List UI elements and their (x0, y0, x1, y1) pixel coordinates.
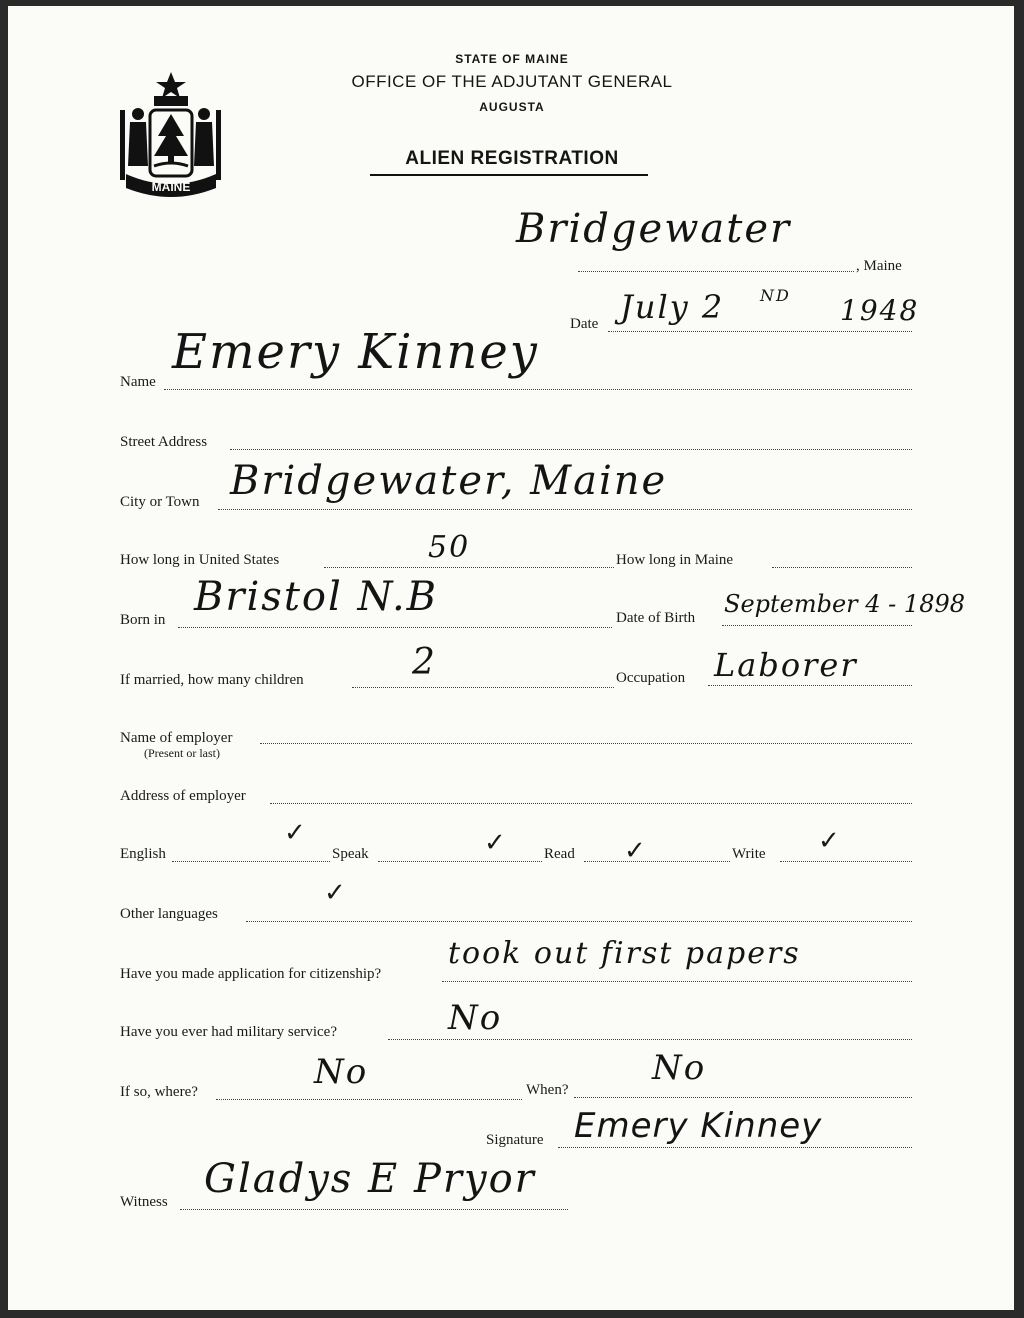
english-label: English (120, 846, 166, 862)
city-label: City or Town (120, 494, 200, 510)
children-entry: 2 (412, 642, 437, 683)
signature-label: Signature (486, 1132, 544, 1148)
where-label: If so, where? (120, 1084, 198, 1100)
years-us-entry: 50 (428, 530, 471, 565)
date-of-birth-line (722, 625, 912, 626)
employer-label: Name of employer (120, 730, 233, 746)
other-languages-check-mark: ✓ (324, 878, 346, 908)
speak-label: Speak (332, 846, 369, 862)
occupation-line (708, 685, 912, 686)
write-label: Write (732, 846, 766, 862)
date-of-birth-entry: September 4 - 1898 (724, 590, 965, 618)
born-in-line (178, 627, 612, 628)
street-line (230, 449, 912, 450)
read-line (584, 861, 730, 862)
city-line (218, 509, 912, 510)
military-line (388, 1039, 912, 1040)
when-label: When? (526, 1082, 569, 1098)
date-year-entry: 1948 (840, 294, 920, 327)
name-line (164, 389, 912, 390)
speak-line (378, 861, 542, 862)
header-city: AUGUSTA (479, 100, 545, 114)
english-check-mark: ✓ (284, 818, 306, 848)
street-label: Street Address (120, 434, 208, 450)
town-suffix-label: , Maine (856, 258, 902, 274)
employer-address-line (270, 803, 912, 804)
date-of-birth-label: Date of Birth (616, 610, 696, 626)
military-entry: No (448, 998, 503, 1038)
citizenship-line (442, 981, 912, 982)
name-label: Name (120, 374, 156, 390)
children-line (352, 687, 614, 688)
write-line (780, 861, 912, 862)
header-office: OFFICE OF THE ADJUTANT GENERAL (351, 72, 673, 91)
occupation-label: Occupation (616, 670, 686, 686)
form-title: ALIEN REGISTRATION (405, 148, 619, 169)
city-entry: Bridgewater, Maine (230, 458, 668, 504)
signature-entry: Emery Kinney (574, 1106, 823, 1146)
where-entry: No (314, 1052, 369, 1092)
witness-entry: Gladys E Pryor (204, 1156, 536, 1202)
town-line (578, 271, 854, 272)
military-label: Have you ever had military service? (120, 1024, 337, 1040)
when-entry: No (652, 1048, 707, 1088)
other-languages-line (246, 921, 912, 922)
name-entry: Emery Kinney (172, 324, 539, 380)
header-state: STATE OF MAINE (455, 52, 569, 66)
how-long-maine-line (772, 567, 912, 568)
date-suffix-entry: ND (760, 286, 791, 305)
citizenship-entry: took out first papers (448, 936, 801, 971)
witness-label: Witness (120, 1194, 168, 1210)
town-entry: Bridgewater (516, 206, 792, 252)
born-in-entry: Bristol N.B (194, 574, 439, 620)
write-check-mark: ✓ (818, 826, 840, 856)
employer-address-label: Address of employer (120, 788, 246, 804)
date-line (608, 331, 912, 332)
read-label: Read (544, 846, 575, 862)
when-line (574, 1097, 912, 1098)
speak-check-mark: ✓ (484, 828, 506, 858)
children-label: If married, how many children (120, 672, 304, 688)
alien-registration-form (8, 6, 1014, 1310)
title-underline (370, 174, 648, 176)
how-long-us-label: How long in United States (120, 552, 280, 568)
signature-line (558, 1147, 912, 1148)
occupation-entry: Laborer (714, 646, 858, 684)
citizenship-label: Have you made application for citizenship? (120, 966, 382, 982)
employer-note: (Present or last) (144, 746, 220, 760)
how-long-maine-label: How long in Maine (616, 552, 734, 568)
how-long-us-line (324, 567, 614, 568)
seal-text: MAINE (151, 180, 191, 194)
date-label: Date (570, 316, 599, 332)
born-in-label: Born in (120, 612, 166, 628)
read-check-mark: ✓ (624, 836, 646, 866)
english-line (172, 861, 330, 862)
witness-line (180, 1209, 568, 1210)
other-languages-label: Other languages (120, 906, 218, 922)
where-line (216, 1099, 522, 1100)
date-month-day-entry: July 2 (620, 288, 725, 326)
employer-line (260, 743, 912, 744)
